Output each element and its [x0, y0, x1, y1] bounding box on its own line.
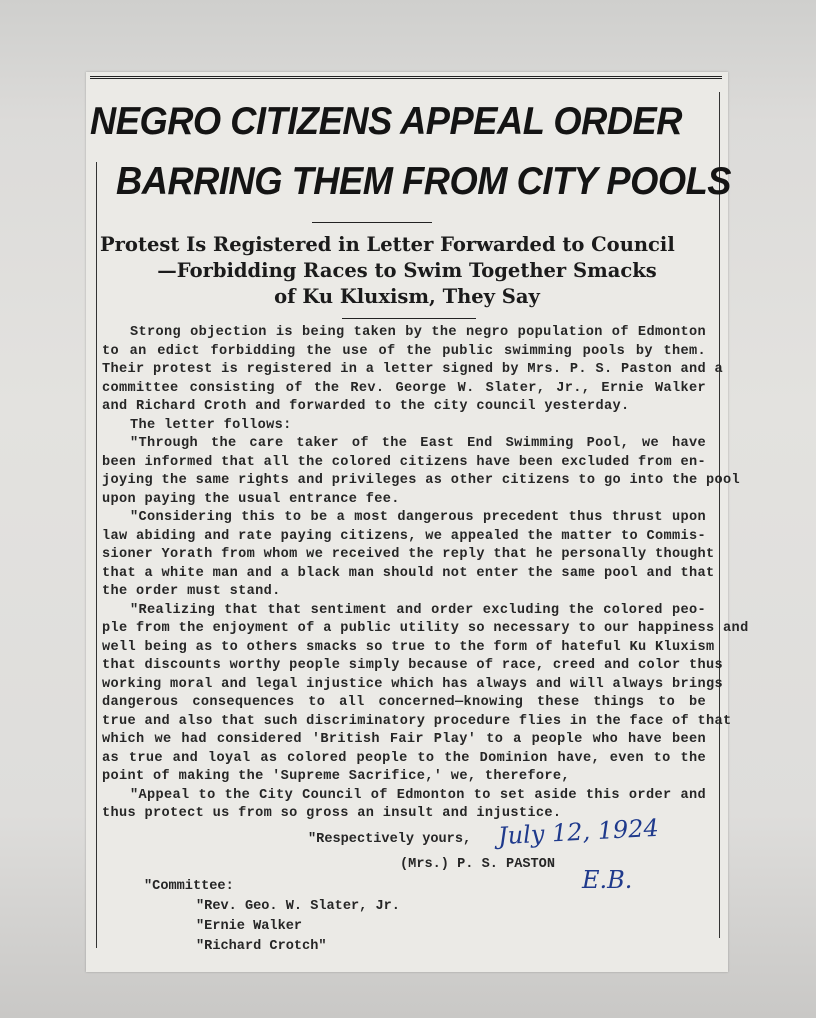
headline-line-1: NEGRO CITIZENS APPEAL ORDER: [90, 100, 683, 143]
body-line: that a white man and a black man should not enter the same pool and that: [102, 565, 715, 581]
closing-line: "Respectively yours,: [308, 832, 472, 847]
body-line: "Appeal to the City Council of Edmonton to set aside this order and: [130, 787, 706, 803]
handwritten-initials: E.B.: [582, 866, 633, 894]
body-line: which we had considered 'British Fair Play' to a people who have been: [102, 732, 706, 747]
body-line: true and also that such discriminatory procedure flies in the face of that: [102, 713, 732, 729]
committee-member: "Ernie Walker: [196, 919, 303, 934]
deck-line-2: —Forbidding Races to Swim Together Smacks: [157, 259, 657, 282]
signer-name: (Mrs.) P. S. PASTON: [400, 857, 555, 872]
body-line: dangerous consequences to all concerned—knowing these things to be: [102, 695, 706, 710]
committee-member: "Richard Crotch": [196, 939, 327, 954]
body-line: ple from the enjoyment of a public utility so necessary to our happiness and: [102, 621, 749, 636]
body-line: upon paying the usual entrance fee.: [102, 491, 400, 507]
top-double-rule: [90, 76, 722, 83]
body-line: sioner Yorath from whom we received the reply that he personally thought: [102, 547, 715, 562]
body-line: well being as to others smacks so true to the form of hateful Ku Kluxism: [102, 639, 715, 655]
right-column-rule: [719, 92, 720, 938]
body-line: working moral and legal injustice which has always and will always brings: [102, 676, 724, 692]
body-line: point of making the 'Supreme Sacrifice,' we, therefore,: [102, 769, 570, 784]
body-line: and Richard Croth and forwarded to the city council yesterday.: [102, 399, 630, 414]
body-line: "Realizing that that sentiment and order excluding the colored peo-: [130, 602, 706, 618]
body-line: joying the same rights and privileges as other citizens to go into the pool: [102, 473, 741, 488]
body-line: been informed that all the colored citizens have been excluded from en-: [102, 454, 707, 470]
committee-member: "Rev. Geo. W. Slater, Jr.: [196, 899, 400, 914]
body-line: Their protest is registered in a letter signed by Mrs. P. S. Paston and a: [102, 362, 724, 377]
body-line: "Through the care taker of the East End Swimming Pool, we have: [130, 436, 706, 451]
body-line: The letter follows:: [130, 417, 292, 433]
headline-line-2: BARRING THEM FROM CITY POOLS: [116, 160, 732, 203]
body-line: "Considering this to be a most dangerous precedent thus thrust upon: [130, 510, 706, 525]
committee-label: "Committee:: [144, 879, 234, 894]
headline-divider: [312, 222, 432, 223]
body-line: to an edict forbidding the use of the public swimming pools by them.: [102, 343, 706, 359]
body-line: committee consisting of the Rev. George W. Slater, Jr., Ernie Walker: [102, 380, 706, 396]
body-line: as true and loyal as colored people to the Dominion have, even to the: [102, 750, 706, 766]
deck-line-3: of Ku Kluxism, They Say: [274, 285, 540, 308]
body-line: that discounts worthy people simply because of race, creed and color thus: [102, 658, 724, 673]
deck-line-1: Protest Is Registered in Letter Forwarded to Council: [100, 233, 675, 256]
body-line: thus protect us from so gross an insult and injustice.: [102, 806, 562, 821]
article-body: [102, 324, 749, 824]
deck-divider: [342, 318, 476, 319]
handwritten-date: July 12, 1924: [497, 813, 660, 851]
body-line: law abiding and rate paying citizens, we appealed the matter to Commis-: [102, 528, 707, 544]
body-line: the order must stand.: [102, 584, 281, 599]
body-line: Strong objection is being taken by the negro population of Edmonton: [130, 325, 706, 340]
